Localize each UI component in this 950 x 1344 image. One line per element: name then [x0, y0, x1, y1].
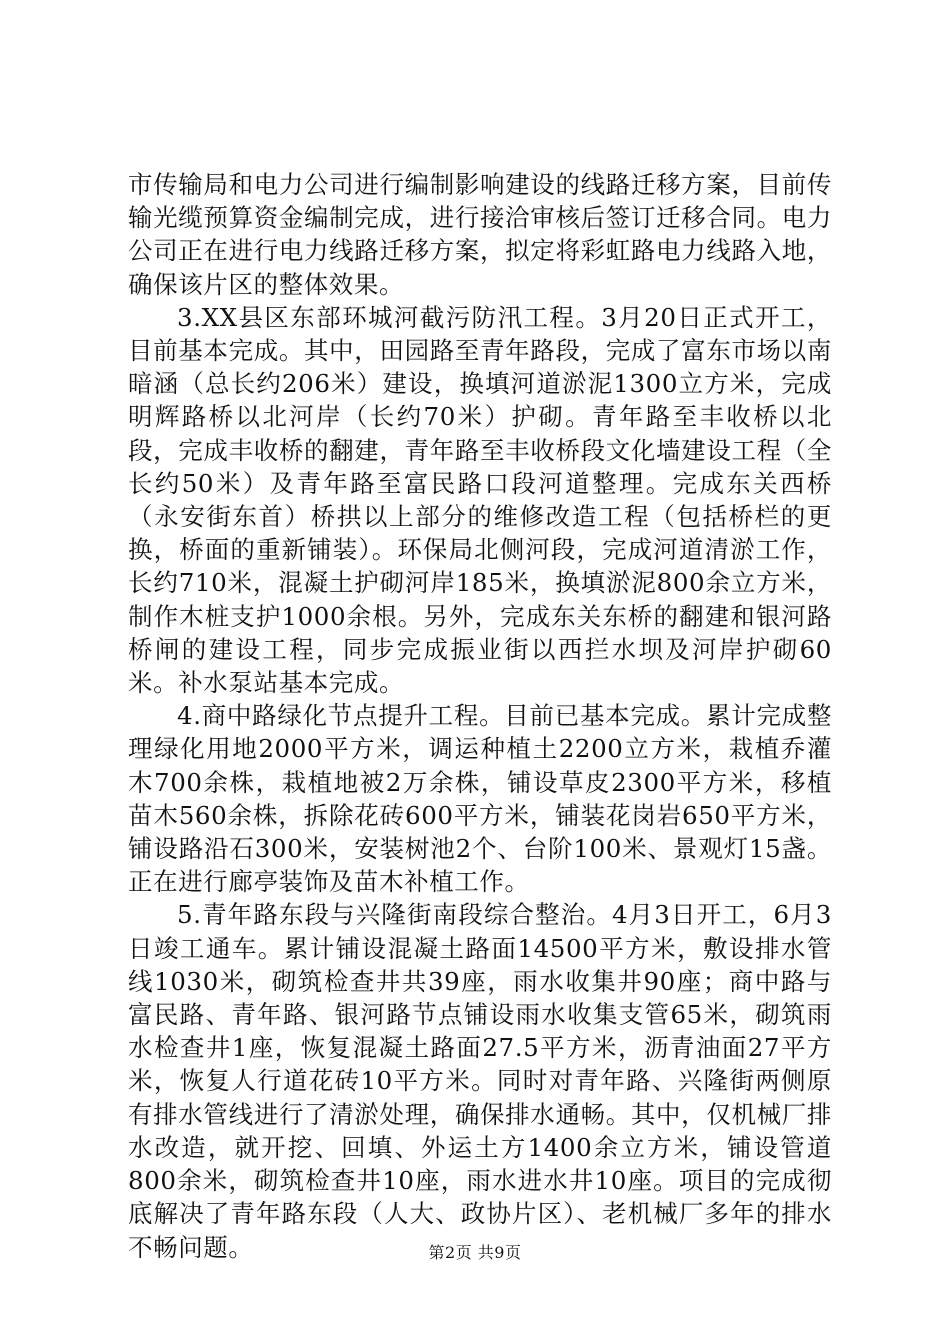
paragraph-item-3: 3.XX县区东部环城河截污防汛工程。3月20日正式开工，目前基本完成。其中，田园路至青年路段，完成了富东市场以南暗涵（总长约206米）建设，换填河道淤泥1300立方米，完成明辉路桥以北河岸（长约70米）护砌。青年路至丰收桥以北段，完成丰收桥的翻建，青年路至丰收桥段文化墙建设工程（全长约50米）及青年路至富民路口段河道整理。完成东关西桥（永安街东首）桥拱以上部分的维修改造工程（包括桥栏的更换，桥面的重新铺装）。环保局北侧河段，完成河道清淤工作，长约710米，混凝土护砌河岸185米，换填淤泥800余立方米，制作木桩支护1000余根。另外，完成东关东桥的翻建和银河路桥闸的建设工程，同步完成振业街以西拦水坝及河岸护砌60米。补水泵站基本完成。 [128, 302, 832, 698]
paragraph-item-5: 5.青年路东段与兴隆街南段综合整治。4月3日开工，6月3日竣工通车。累计铺设混凝土路面14500平方米，敷设排水管线1030米，砌筑检查井共39座，雨水收集井90座；商中路与富民路、青年路、银河路节点铺设雨水收集支管65米，砌筑雨水检查井1座，恢复混凝土路面27.5平方米，沥青油面27平方米，恢复人行道花砖10平方米。同时对青年路、兴隆街两侧原有排水管线进行了清淤处理，确保排水通畅。其中，仅机械厂排水改造，就开挖、回填、外运土方1400余立方米，铺设管道800余米，砌筑检查井10座，雨水进水井10座。项目的完成彻底解决了青年路东段（人大、政协片区）、老机械厂多年的排水不畅问题。 [128, 900, 832, 1262]
paragraph-continuation: 市传输局和电力公司进行编制影响建设的线路迁移方案，目前传输光缆预算资金编制完成，进行接洽审核后签订迁移合同。电力公司正在进行电力线路迁移方案，拟定将彩虹路电力线路入地，确保该片区的整体效果。 [128, 170, 832, 299]
page-footer: 第2页 共9页 [428, 1243, 522, 1262]
paragraph-item-4: 4.商中路绿化节点提升工程。目前已基本完成。累计完成整理绿化用地2000平方米，调运种植土2200立方米，栽植乔灌木700余株，栽植地被2万余株，铺设草皮2300平方米，移植苗木560余株，拆除花砖600平方米，铺装花岗岩650平方米，铺设路沿石300米，安装树池2个、台阶100米、景观灯15盏。正在进行廊亭装饰及苗木补植工作。 [128, 701, 832, 897]
document-body [128, 168, 832, 1264]
